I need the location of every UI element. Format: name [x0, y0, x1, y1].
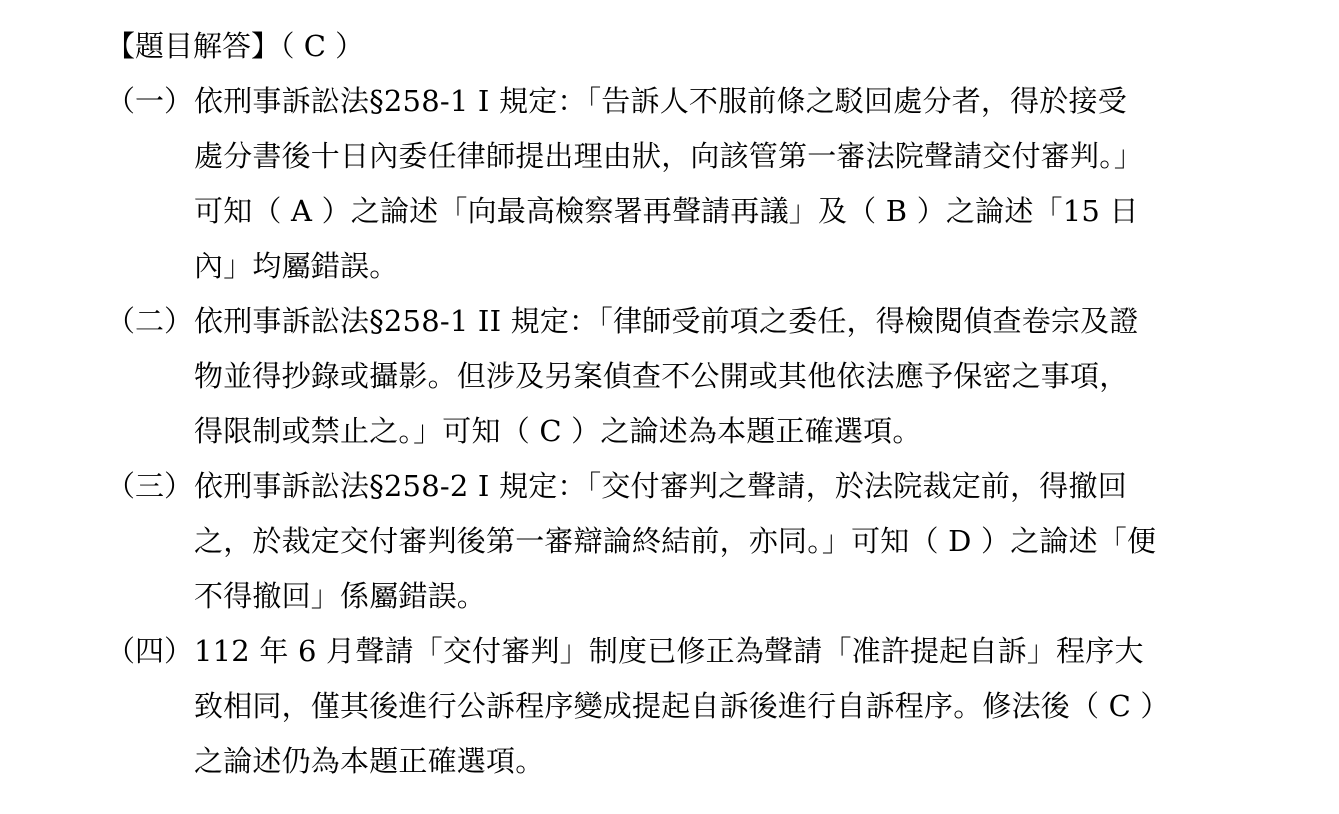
item-line: 內」均屬錯誤。 — [194, 249, 399, 283]
item-line: 處分書後十日內委任律師提出理由狀，向該管第一審法院聲請交付審判。」 — [194, 139, 1144, 173]
item-line: 依刑事訴訟法§258-1 II 規定：「律師受前項之委任，得檢閱偵查卷宗及證 — [194, 304, 1139, 338]
answer-document — [106, 20, 1266, 789]
item-line: 依刑事訴訟法§258-1 I 規定：「告訴人不服前條之駁回處分者，得於接受 — [194, 84, 1127, 118]
item-number: （三） — [106, 469, 194, 503]
answer-heading: 【題目解答】（ C ） — [106, 29, 365, 63]
item-line: 致相同，僅其後進行公訴程序變成提起自訴後進行自訴程序。修法後（ C ） — [194, 689, 1170, 723]
item-line: 之論述仍為本題正確選項。 — [194, 744, 545, 778]
answer-item-2 — [106, 294, 1266, 459]
item-line: 得限制或禁止之。」可知（ C ）之論述為本題正確選項。 — [194, 414, 922, 448]
item-line: 物並得抄錄或攝影。但涉及另案偵查不公開或其他依法應予保密之事項， — [194, 359, 1129, 393]
item-line: 不得撤回」係屬錯誤。 — [194, 579, 487, 613]
item-line: 之，於裁定交付審判後第一審辯論終結前，亦同。」可知（ D ）之論述「便 — [194, 524, 1157, 558]
answer-item-3 — [106, 459, 1266, 624]
item-number: （四） — [106, 634, 194, 668]
item-number: （二） — [106, 304, 194, 338]
answer-item-4 — [106, 624, 1266, 789]
answer-item-1 — [106, 74, 1266, 294]
item-line: 可知（ A ）之論述「向最高檢察署再聲請再議」及（ B ）之論述「15 日 — [194, 194, 1139, 228]
item-line: 112 年 6 月聲請「交付審判」制度已修正為聲請「准許提起自訴」程序大 — [194, 634, 1144, 668]
item-number: （一） — [106, 84, 194, 118]
item-line: 依刑事訴訟法§258-2 I 規定：「交付審判之聲請，於法院裁定前，得撤回 — [194, 469, 1127, 503]
